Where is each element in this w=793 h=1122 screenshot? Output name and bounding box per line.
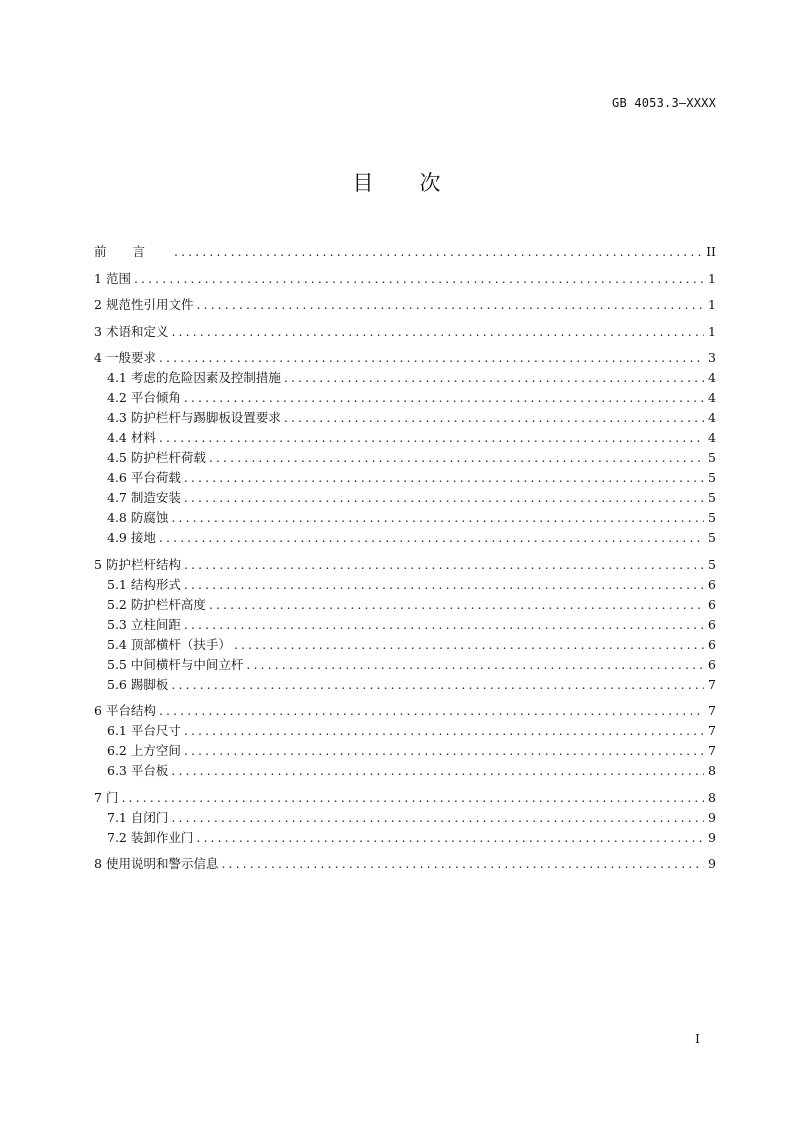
toc-entry-number: 6.2 xyxy=(107,743,127,758)
toc-entry-label xyxy=(107,828,196,848)
toc-entry-title: 规范性引用文件 xyxy=(105,297,194,312)
toc-entry[interactable] xyxy=(94,448,716,468)
toc-entry-page: 5 xyxy=(708,490,716,505)
toc-entry-number: 6 xyxy=(94,703,102,718)
toc-entry[interactable] xyxy=(94,468,716,488)
dot-leader xyxy=(284,408,704,428)
toc-entry[interactable] xyxy=(94,348,716,368)
dot-leader xyxy=(171,322,704,342)
toc-entry-title: 立柱间距 xyxy=(130,616,181,632)
dot-leader xyxy=(246,655,704,675)
toc-entry-number: 4 xyxy=(94,350,102,365)
page-number: I xyxy=(695,1031,700,1046)
dot-leader xyxy=(284,368,704,388)
toc-entry-label xyxy=(94,269,134,289)
toc-entry-page: 5 xyxy=(708,450,716,465)
table-of-contents xyxy=(94,242,716,874)
toc-entry-title: 踢脚板 xyxy=(130,676,169,692)
dot-leader xyxy=(184,575,704,595)
toc-entry-number: 4.3 xyxy=(107,410,127,425)
toc-entry-title: 接地 xyxy=(130,530,156,545)
toc-entry-label xyxy=(107,428,159,448)
toc-entry-number: 4.4 xyxy=(107,430,127,445)
toc-entry-label xyxy=(107,741,184,761)
toc-entry-label xyxy=(107,368,284,388)
toc-entry-label xyxy=(107,635,234,655)
toc-entry-title: 考虑的危险因素及控制措施 xyxy=(130,370,281,385)
toc-entry[interactable] xyxy=(94,655,716,675)
toc-entry[interactable] xyxy=(94,428,716,448)
toc-entry[interactable] xyxy=(94,408,716,428)
toc-entry-page: 9 xyxy=(708,856,716,871)
toc-entry-page: 1 xyxy=(708,323,716,339)
dot-leader xyxy=(121,788,704,808)
dot-leader xyxy=(184,721,704,741)
toc-entry[interactable] xyxy=(94,808,716,828)
toc-entry-page: 5 xyxy=(708,510,716,525)
toc-entry[interactable] xyxy=(94,595,716,615)
toc-entry[interactable] xyxy=(94,675,716,695)
toc-entry-title: 防护栏杆荷载 xyxy=(130,450,206,465)
toc-entry-title: 防护栏杆高度 xyxy=(130,596,206,612)
toc-entry-label xyxy=(94,295,196,315)
toc-entry-number: 4.7 xyxy=(107,490,127,505)
toc-entry-number: 6.3 xyxy=(107,763,127,778)
toc-entry[interactable] xyxy=(94,322,716,342)
dot-leader xyxy=(159,528,704,548)
toc-entry-title: 平台荷载 xyxy=(130,470,181,485)
toc-entry-page: 7 xyxy=(708,703,716,718)
toc-entry-label xyxy=(94,788,121,808)
toc-entry-title: 材料 xyxy=(130,430,156,445)
toc-entry-page: 4 xyxy=(708,370,716,385)
toc-entry-page: 6 xyxy=(708,636,716,652)
toc-entry[interactable] xyxy=(94,828,716,848)
toc-entry-label xyxy=(107,595,209,615)
toc-entry-label xyxy=(107,488,184,508)
toc-entry-number: 8 xyxy=(94,856,102,871)
toc-entry-number: 1 xyxy=(94,270,102,286)
toc-entry-page: 6 xyxy=(708,616,716,632)
toc-entry-page: 6 xyxy=(708,656,716,672)
toc-entry-number: 4.8 xyxy=(107,510,127,525)
toc-entry[interactable] xyxy=(94,788,716,808)
toc-entry[interactable] xyxy=(94,388,716,408)
toc-entry[interactable] xyxy=(94,555,716,575)
toc-entry-page: 7 xyxy=(708,676,716,692)
toc-entry-page: 4 xyxy=(708,430,716,445)
toc-entry-label xyxy=(107,575,184,595)
dot-leader xyxy=(221,854,704,874)
toc-entry-number: 5.3 xyxy=(107,616,127,632)
toc-entry-page: 8 xyxy=(708,789,716,805)
toc-entry-page: 5 xyxy=(708,470,716,485)
toc-entry-label xyxy=(107,448,209,468)
toc-entry-page: 5 xyxy=(708,530,716,545)
toc-entry-page: 8 xyxy=(708,763,716,778)
toc-entry-label xyxy=(107,808,171,828)
page-title-char-2: 次 xyxy=(419,171,441,195)
dot-leader xyxy=(184,615,704,635)
dot-leader xyxy=(159,428,704,448)
dot-leader xyxy=(184,555,704,575)
toc-entry-label xyxy=(107,761,171,781)
page-title-char-1: 目 xyxy=(352,171,374,195)
toc-entry-title: 前言 xyxy=(94,244,172,259)
toc-entry-label xyxy=(107,468,184,488)
toc-entry-label xyxy=(94,348,159,368)
toc-entry-label xyxy=(94,322,171,342)
toc-entry-number: 6.1 xyxy=(107,723,127,738)
toc-entry-title: 结构形式 xyxy=(130,576,181,592)
toc-entry[interactable] xyxy=(94,368,716,388)
dot-leader xyxy=(159,348,704,368)
toc-entry-label xyxy=(107,508,171,528)
toc-entry-title: 平台结构 xyxy=(105,703,156,718)
toc-entry-page: 6 xyxy=(708,596,716,612)
toc-entry-number: 5.5 xyxy=(107,656,127,672)
toc-entry-label xyxy=(107,388,184,408)
toc-entry-page: 5 xyxy=(708,556,716,572)
toc-entry[interactable] xyxy=(94,615,716,635)
toc-entry-title: 制造安装 xyxy=(130,490,181,505)
toc-entry-title: 防护栏杆结构 xyxy=(105,556,181,572)
toc-entry-title: 上方空间 xyxy=(130,743,181,758)
toc-entry-page: 6 xyxy=(708,576,716,592)
toc-entry-page: 9 xyxy=(708,829,716,845)
toc-entry-label xyxy=(107,675,171,695)
toc-entry-title: 自闭门 xyxy=(130,809,169,825)
toc-entry-number: 5.2 xyxy=(107,596,127,612)
toc-entry[interactable] xyxy=(94,508,716,528)
toc-entry[interactable] xyxy=(94,295,716,315)
page-title xyxy=(0,167,793,197)
toc-entry-number: 4.5 xyxy=(107,450,127,465)
toc-entry-number: 7.2 xyxy=(107,829,127,845)
toc-entry-number: 2 xyxy=(94,297,102,312)
dot-leader xyxy=(184,468,704,488)
toc-entry-label xyxy=(107,615,184,635)
dot-leader xyxy=(184,741,704,761)
toc-entry-label xyxy=(107,408,284,428)
dot-leader xyxy=(134,269,704,289)
toc-entry-label xyxy=(94,555,184,575)
toc-entry-title: 装卸作业门 xyxy=(130,829,194,845)
toc-entry-number: 5.1 xyxy=(107,576,127,592)
toc-entry-number: 5 xyxy=(94,556,102,572)
toc-entry-page: 3 xyxy=(708,350,716,365)
dot-leader xyxy=(171,761,704,781)
toc-entry-number: 4.6 xyxy=(107,470,127,485)
toc-entry-label xyxy=(107,655,246,675)
toc-entry[interactable] xyxy=(94,741,716,761)
toc-entry-number: 4.1 xyxy=(107,370,127,385)
toc-entry[interactable] xyxy=(94,528,716,548)
dot-leader xyxy=(196,828,704,848)
toc-entry-number: 4.9 xyxy=(107,530,127,545)
toc-entry-title: 中间横杆与中间立杆 xyxy=(130,656,244,672)
toc-entry-title: 门 xyxy=(105,789,119,805)
toc-entry[interactable] xyxy=(94,721,716,741)
toc-entry[interactable] xyxy=(94,761,716,781)
toc-entry-label xyxy=(107,528,159,548)
toc-entry[interactable] xyxy=(94,242,716,262)
toc-entry-title: 防腐蚀 xyxy=(130,510,169,525)
toc-entry[interactable] xyxy=(94,488,716,508)
toc-entry-label xyxy=(94,701,159,721)
toc-entry-number: 4.2 xyxy=(107,390,127,405)
toc-entry-title: 术语和定义 xyxy=(105,323,169,339)
toc-entry[interactable] xyxy=(94,635,716,655)
toc-entry-page: 4 xyxy=(708,410,716,425)
toc-entry[interactable] xyxy=(94,269,716,289)
toc-entry-page: II xyxy=(706,244,716,259)
toc-entry-title: 平台尺寸 xyxy=(130,723,181,738)
toc-entry-title: 顶部横杆（扶手） xyxy=(130,636,231,652)
toc-entry-page: 4 xyxy=(708,390,716,405)
toc-entry-title: 范围 xyxy=(105,270,131,286)
toc-entry-title: 平台板 xyxy=(130,763,169,778)
toc-entry-page: 1 xyxy=(708,297,716,312)
dot-leader xyxy=(174,242,702,262)
toc-entry-page: 1 xyxy=(708,270,716,286)
dot-leader xyxy=(159,701,704,721)
dot-leader xyxy=(184,388,704,408)
toc-entry-page: 7 xyxy=(708,743,716,758)
toc-entry-title: 使用说明和警示信息 xyxy=(105,856,219,871)
toc-entry-number: 3 xyxy=(94,323,102,339)
toc-entry-number: 5.4 xyxy=(107,636,127,652)
dot-leader xyxy=(184,488,704,508)
dot-leader xyxy=(234,635,704,655)
toc-entry[interactable] xyxy=(94,575,716,595)
dot-leader xyxy=(171,508,704,528)
dot-leader xyxy=(171,675,704,695)
dot-leader xyxy=(171,808,704,828)
toc-entry[interactable] xyxy=(94,854,716,874)
toc-entry[interactable] xyxy=(94,701,716,721)
dot-leader xyxy=(196,295,704,315)
toc-entry-label xyxy=(94,854,221,874)
toc-entry-label xyxy=(107,721,184,741)
toc-entry-title: 一般要求 xyxy=(105,350,156,365)
toc-entry-number: 7 xyxy=(94,789,102,805)
dot-leader xyxy=(209,595,704,615)
toc-entry-label xyxy=(94,242,174,262)
toc-entry-number: 5.6 xyxy=(107,676,127,692)
toc-entry-title: 防护栏杆与踢脚板设置要求 xyxy=(130,410,281,425)
toc-entry-page: 9 xyxy=(708,809,716,825)
document-code: GB 4053.3—XXXX xyxy=(612,96,716,110)
dot-leader xyxy=(209,448,704,468)
toc-entry-page: 7 xyxy=(708,723,716,738)
toc-entry-title: 平台倾角 xyxy=(130,390,181,405)
toc-entry-number: 7.1 xyxy=(107,809,127,825)
